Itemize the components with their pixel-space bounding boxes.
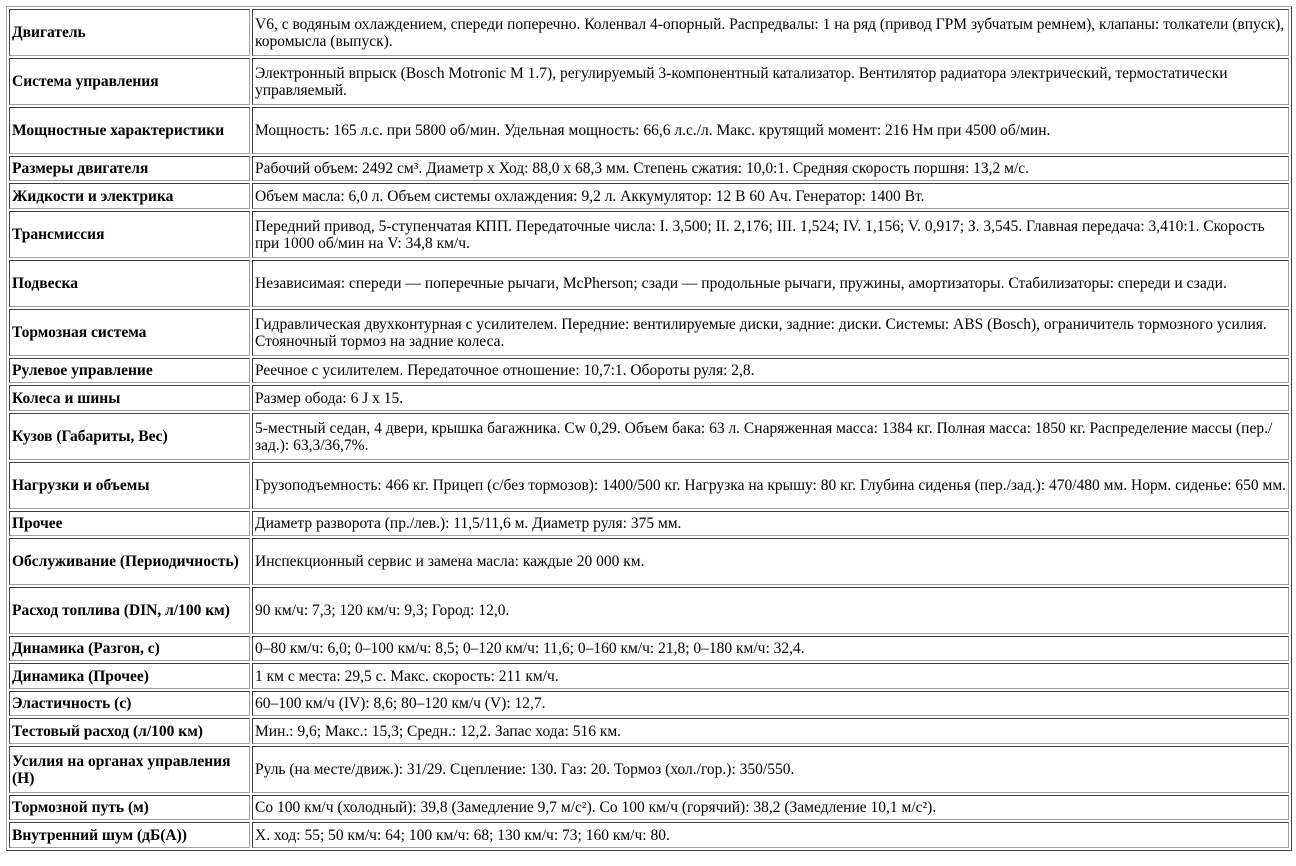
row-value: 1 км с места: 29,5 с. Макс. скорость: 211 км/ч. <box>252 663 1289 689</box>
table-row <box>9 511 1289 536</box>
row-label: Подвеска <box>9 260 250 307</box>
spec-table <box>6 6 1292 851</box>
table-row <box>9 309 1289 356</box>
table-row <box>9 211 1289 258</box>
table-row <box>9 156 1289 181</box>
table-row <box>9 663 1289 689</box>
row-value: 0–80 км/ч: 6,0; 0–100 км/ч: 8,5; 0–120 км/ч: 11,6; 0–160 км/ч: 21,8; 0–180 км/ч: 32,4. <box>252 636 1289 661</box>
table-row <box>9 9 1289 56</box>
row-value: 90 км/ч: 7,3; 120 км/ч: 9,3; Город: 12,0. <box>252 587 1289 634</box>
row-label: Двигатель <box>9 9 250 56</box>
table-row <box>9 413 1289 460</box>
spec-table-container <box>6 6 1292 851</box>
row-value: Диаметр разворота (пр./лев.): 11,5/11,6 м. Диаметр руля: 375 мм. <box>252 511 1289 536</box>
row-label: Тормозной путь (м) <box>9 795 250 820</box>
row-label: Усилия на органах управления (Н) <box>9 746 250 793</box>
row-label: Мощностные характеристики <box>9 107 250 154</box>
row-value: 60–100 км/ч (IV): 8,6; 80–120 км/ч (V): 12,7. <box>252 691 1289 716</box>
row-label: Внутренний шум (дБ(А)) <box>9 822 250 848</box>
row-label: Колеса и шины <box>9 385 250 411</box>
row-label: Расход топлива (DIN, л/100 км) <box>9 587 250 634</box>
row-value: Со 100 км/ч (холодный): 39,8 (Замедление 9,7 м/с²). Со 100 км/ч (горячий): 38,2 (Замедление 10,1 м/с²). <box>252 795 1289 820</box>
table-row <box>9 462 1289 509</box>
row-value: Передний привод, 5-ступенчатая КПП. Передаточные числа: I. 3,500; II. 2,176; III. 1,524; IV. 1,156; V. 0,917; З. 3,545. Главная передача: 3,410:1. Скорость при 1000 об/мин на V: 34,8 км/ч. <box>252 211 1289 258</box>
row-label: Эластичность (с) <box>9 691 250 716</box>
table-row <box>9 587 1289 634</box>
row-value: Электронный впрыск (Bosch Motronic M 1.7), регулируемый 3-компонентный катализатор. Вентилятор радиатора электрический, термостатически управляемый. <box>252 58 1289 105</box>
row-label: Жидкости и электрика <box>9 183 250 209</box>
row-value: 5-местный седан, 4 двери, крышка багажника. Cw 0,29. Объем бака: 63 л. Снаряженная масса: 1384 кг. Полная масса: 1850 кг. Распределение массы (пер./зад.): 63,3/36,7%. <box>252 413 1289 460</box>
row-value: Руль (на месте/движ.): 31/29. Сцепление: 130. Газ: 20. Тормоз (хол./гор.): 350/550. <box>252 746 1289 793</box>
row-value: Объем масла: 6,0 л. Объем системы охлаждения: 9,2 л. Аккумулятор: 12 В 60 Ач. Генератор: 1400 Вт. <box>252 183 1289 209</box>
table-row <box>9 822 1289 848</box>
row-value: Независимая: спереди — поперечные рычаги, McPherson; сзади — продольные рычаги, пружины, амортизаторы. Стабилизаторы: спереди и сзади. <box>252 260 1289 307</box>
table-row <box>9 358 1289 383</box>
table-row <box>9 58 1289 105</box>
row-label: Динамика (Разгон, с) <box>9 636 250 661</box>
row-value: Грузоподъемность: 466 кг. Прицеп (с/без тормозов): 1400/500 кг. Нагрузка на крышу: 80 кг. Глубина сиденья (пер./зад.): 470/480 мм. Норм. сиденье: 650 мм. <box>252 462 1289 509</box>
table-row <box>9 795 1289 820</box>
row-value: V6, с водяным охлаждением, спереди поперечно. Коленвал 4-опорный. Распредвалы: 1 на ряд (привод ГРМ зубчатым ремнем), клапаны: толкатели (впуск), коромысла (выпуск). <box>252 9 1289 56</box>
table-row <box>9 385 1289 411</box>
row-value: Гидравлическая двухконтурная с усилителем. Передние: вентилируемые диски, задние: диски. Системы: ABS (Bosch), ограничитель тормозного усилия. Стояночный тормоз на задние колеса. <box>252 309 1289 356</box>
row-label: Система управления <box>9 58 250 105</box>
row-label: Тормозная система <box>9 309 250 356</box>
row-value: Х. ход: 55; 50 км/ч: 64; 100 км/ч: 68; 130 км/ч: 73; 160 км/ч: 80. <box>252 822 1289 848</box>
row-label: Трансмиссия <box>9 211 250 258</box>
row-label: Кузов (Габариты, Вес) <box>9 413 250 460</box>
row-label: Обслуживание (Периодичность) <box>9 538 250 585</box>
row-label: Тестовый расход (л/100 км) <box>9 718 250 744</box>
row-value: Мин.: 9,6; Макс.: 15,3; Средн.: 12,2. Запас хода: 516 км. <box>252 718 1289 744</box>
row-label: Прочее <box>9 511 250 536</box>
table-row <box>9 107 1289 154</box>
table-row <box>9 260 1289 307</box>
row-value: Рабочий объем: 2492 см³. Диаметр x Ход: 88,0 x 68,3 мм. Степень сжатия: 10,0:1. Средняя скорость поршня: 13,2 м/с. <box>252 156 1289 181</box>
row-value: Инспекционный сервис и замена масла: каждые 20 000 км. <box>252 538 1289 585</box>
table-row <box>9 746 1289 793</box>
table-row <box>9 718 1289 744</box>
row-label: Динамика (Прочее) <box>9 663 250 689</box>
table-row <box>9 691 1289 716</box>
table-row <box>9 183 1289 209</box>
table-row <box>9 538 1289 585</box>
row-value: Реечное с усилителем. Передаточное отношение: 10,7:1. Обороты руля: 2,8. <box>252 358 1289 383</box>
row-label: Размеры двигателя <box>9 156 250 181</box>
row-value: Размер обода: 6 J x 15. <box>252 385 1289 411</box>
row-value: Мощность: 165 л.с. при 5800 об/мин. Удельная мощность: 66,6 л.с./л. Макс. крутящий момент: 216 Нм при 4500 об/мин. <box>252 107 1289 154</box>
row-label: Рулевое управление <box>9 358 250 383</box>
row-label: Нагрузки и объемы <box>9 462 250 509</box>
table-row <box>9 636 1289 661</box>
